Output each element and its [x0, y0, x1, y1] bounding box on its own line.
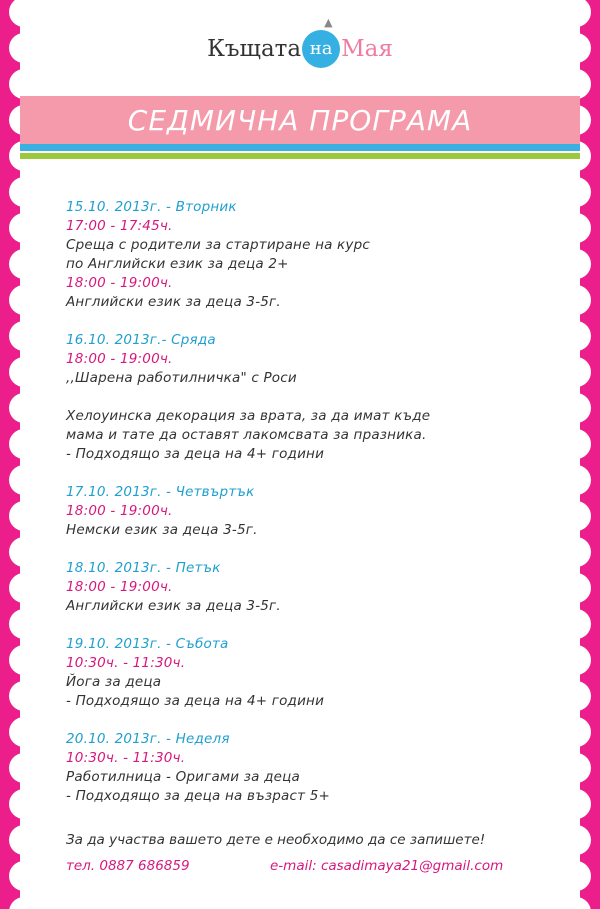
- scallop-bite: [580, 249, 591, 279]
- logo-circle: [302, 16, 340, 68]
- schedule-text: - Подходящо за деца на 4+ години: [66, 446, 325, 462]
- scallop-bite: [9, 321, 20, 351]
- scallop-bite: [580, 609, 591, 639]
- green-stripe: [20, 153, 580, 159]
- scallop-bite: [580, 753, 591, 783]
- scallop-bite: [9, 681, 20, 711]
- schedule-time: 10:30ч. - 11:30ч.: [66, 655, 186, 671]
- schedule-time: 18:00 - 19:00ч.: [66, 351, 173, 367]
- schedule-text: - Подходящо за деца на 4+ години: [66, 693, 325, 709]
- phone-number: тел. 0887 686859: [66, 858, 190, 874]
- scallop-bite: [9, 609, 20, 639]
- scallop-bite: [9, 0, 20, 27]
- contact-line: [66, 858, 546, 874]
- schedule-text: Английски език за деца 3-5г.: [66, 598, 281, 614]
- schedule-text: - Подходящо за деца на възраст 5+: [66, 788, 330, 804]
- scallop-bite: [580, 501, 591, 531]
- scallop-bite: [580, 141, 591, 171]
- scallop-bite: [580, 429, 591, 459]
- scallop-bite: [580, 681, 591, 711]
- logo-word-1: Къщата: [207, 36, 302, 62]
- scallop-bite: [580, 537, 591, 567]
- schedule-text: Йога за деца: [66, 674, 162, 690]
- scallop-bite: [9, 789, 20, 819]
- scallop-bite: [9, 537, 20, 567]
- schedule-time: 18:00 - 19:00ч.: [66, 579, 173, 595]
- scallop-bite: [9, 141, 20, 171]
- logo-word-2: на: [309, 38, 333, 59]
- logo-word-3: Мая: [341, 36, 393, 62]
- schedule-date: 18.10. 2013г. - Петък: [66, 560, 221, 576]
- spacer: [66, 616, 566, 635]
- scallop-bite: [9, 897, 20, 909]
- schedule-text: Работилница - Оригами за деца: [66, 769, 301, 785]
- scallop-bite: [580, 0, 591, 27]
- schedule-text: Хелоуинска декорация за врата, за да имат къде: [66, 408, 431, 424]
- schedule-text: мама и тате да оставят лакомсвата за празника.: [66, 427, 427, 443]
- schedule-date: 20.10. 2013г. - Неделя: [66, 731, 230, 747]
- scallop-bite: [9, 177, 20, 207]
- schedule-date: 17.10. 2013г. - Четвъртък: [66, 484, 255, 500]
- schedule-date: 16.10. 2013г.- Сряда: [66, 332, 216, 348]
- schedule-text: ,,Шарена работилничка" с Роси: [66, 370, 297, 386]
- scallop-bite: [580, 465, 591, 495]
- scallop-bite: [9, 717, 20, 747]
- schedule-text: по Английски език за деца 2+: [66, 256, 289, 272]
- scallop-bite: [580, 177, 591, 207]
- logo: [0, 16, 600, 74]
- scallop-bite: [580, 861, 591, 891]
- schedule-time: 18:00 - 19:00ч.: [66, 275, 173, 291]
- schedule-text: Английски език за деца 3-5г.: [66, 294, 281, 310]
- scallop-bite: [580, 285, 591, 315]
- registration-note: За да участва вашето дете е необходимо да се запишете!: [66, 832, 486, 848]
- scallop-bite: [580, 321, 591, 351]
- scallop-bite: [580, 897, 591, 909]
- spacer: [66, 711, 566, 730]
- schedule-date: 15.10. 2013г. - Вторник: [66, 199, 237, 215]
- scallop-bite: [9, 393, 20, 423]
- schedule-text: Немски език за деца 3-5г.: [66, 522, 258, 538]
- scallop-bite: [9, 213, 20, 243]
- spacer: [66, 464, 566, 483]
- scallop-bite: [9, 465, 20, 495]
- schedule-time: 10:30ч. - 11:30ч.: [66, 750, 186, 766]
- spacer: [66, 540, 566, 559]
- schedule-text: Среща с родители за стартиране на курс: [66, 237, 370, 253]
- scallop-bite: [580, 717, 591, 747]
- schedule-date: 19.10. 2013г. - Събота: [66, 636, 229, 652]
- email-address: e-mail: casadimaya21@gmail.com: [270, 858, 504, 874]
- scallop-bite: [9, 357, 20, 387]
- scallop-bite: [580, 789, 591, 819]
- schedule-time: 17:00 - 17:45ч.: [66, 218, 173, 234]
- schedule-time: 18:00 - 19:00ч.: [66, 503, 173, 519]
- scallop-bite: [9, 861, 20, 891]
- scallop-bite: [580, 213, 591, 243]
- scallop-bite: [9, 645, 20, 675]
- scallop-bite: [9, 573, 20, 603]
- scallop-bite: [9, 501, 20, 531]
- spacer: [66, 388, 566, 407]
- scallop-bite: [9, 753, 20, 783]
- blue-stripe: [20, 144, 580, 151]
- scallop-bite: [580, 393, 591, 423]
- scallop-bite: [9, 429, 20, 459]
- scallop-bite: [580, 645, 591, 675]
- page-title: СЕДМИЧНА ПРОГРАМА: [127, 104, 473, 137]
- scallop-bite: [9, 825, 20, 855]
- scallop-bite: [580, 357, 591, 387]
- scallop-bite: [9, 285, 20, 315]
- scallop-bite: [9, 249, 20, 279]
- schedule-list: [66, 198, 566, 806]
- spacer: [66, 312, 566, 331]
- bird-icon: ▲: [324, 16, 333, 29]
- scallop-bite: [580, 573, 591, 603]
